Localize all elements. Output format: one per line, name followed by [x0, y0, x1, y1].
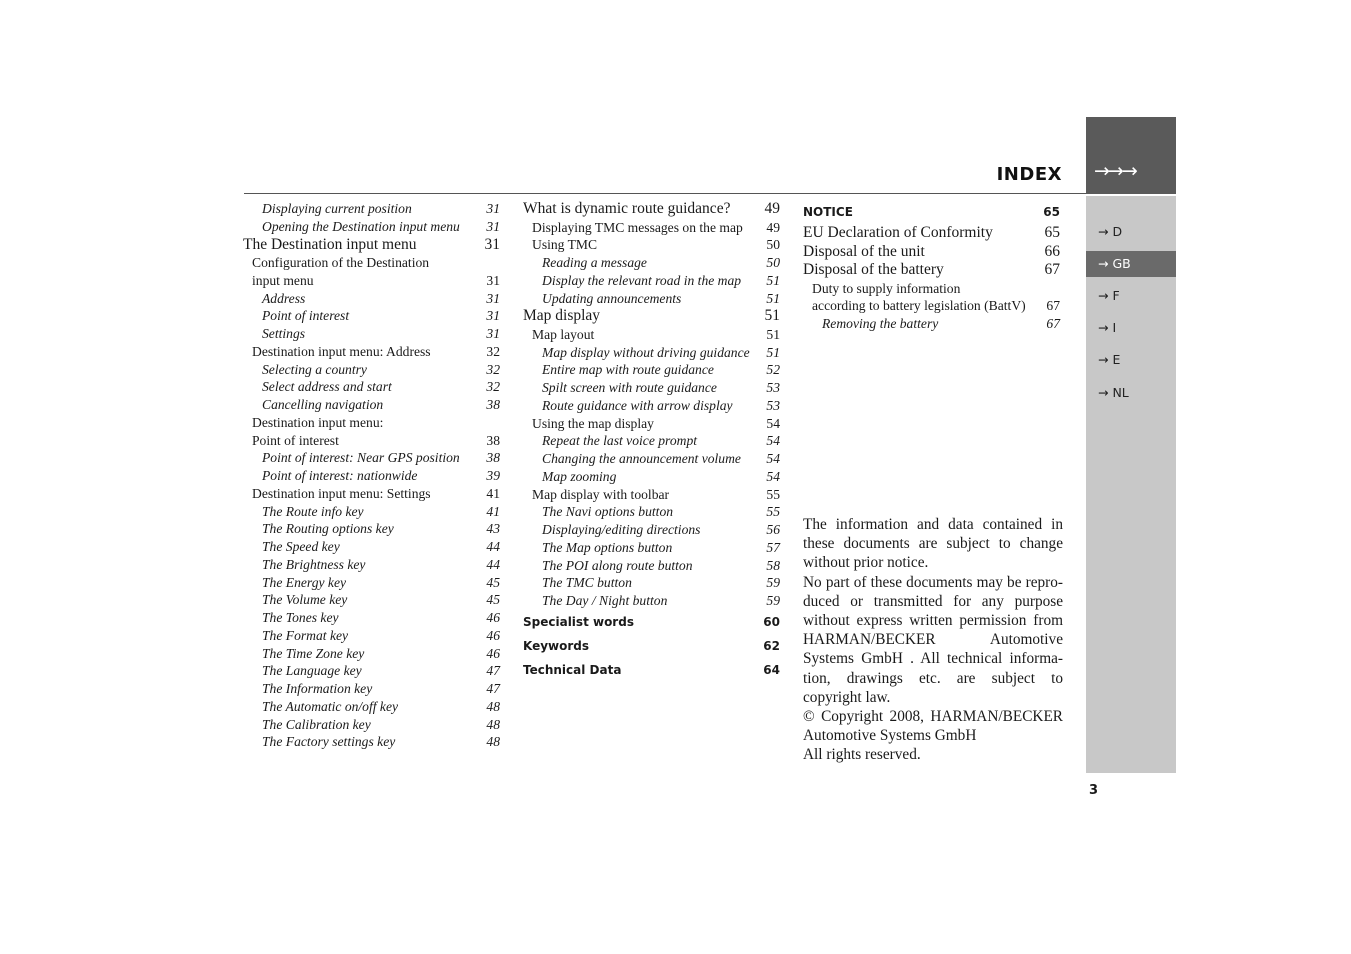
entry-page-number: 66 [1044, 242, 1060, 260]
notice-paragraph: All rights reserved. [803, 746, 921, 764]
index-entry[interactable] [523, 361, 780, 379]
entry-page-number: 54 [766, 415, 780, 431]
entry-page-number: 32 [486, 361, 500, 377]
entry-label: Disposal of the battery [803, 261, 944, 278]
entry-page-number: 45 [486, 592, 500, 608]
copyright-notice [803, 515, 1063, 765]
entry-label: Displaying current position [262, 201, 412, 216]
entry-page-number: 57 [766, 539, 780, 555]
entry-label: Specialist words [523, 614, 634, 629]
entry-page-number: 31 [486, 218, 500, 234]
entry-page-number: 54 [766, 451, 780, 466]
index-entry[interactable] [803, 297, 1060, 315]
entry-label: Settings [262, 326, 306, 341]
index-entry[interactable] [243, 414, 500, 432]
index-entry[interactable] [243, 503, 500, 521]
index-entry[interactable] [243, 645, 500, 663]
index-entry[interactable] [523, 432, 780, 450]
entry-label: Point of interest [252, 432, 339, 448]
language-tab[interactable]: → I [1098, 320, 1117, 335]
header-divider [244, 193, 1086, 194]
entry-page-number: 65 [1043, 205, 1060, 219]
entry-page-number: 67 [1046, 298, 1060, 314]
index-entry[interactable] [523, 236, 780, 254]
language-tab[interactable]: → F [1098, 288, 1120, 303]
index-entry[interactable] [243, 200, 500, 218]
index-entry[interactable] [523, 557, 780, 575]
entry-label: The Brightness key [262, 556, 366, 572]
index-entry[interactable] [523, 468, 780, 486]
entry-label: Technical Data [523, 662, 622, 677]
entry-page-number: 54 [766, 433, 780, 449]
entry-label: Updating announcements [542, 290, 682, 306]
entry-label: Disposal of the unit [803, 242, 925, 260]
entry-label: The Factory settings key [262, 734, 396, 750]
entry-page-number: 32 [486, 343, 500, 359]
entry-page-number: 38 [486, 432, 500, 448]
entry-page-number: 38 [486, 397, 500, 412]
index-entry[interactable] [523, 592, 780, 610]
entry-label: Keywords [523, 638, 590, 653]
entry-page-number: 48 [486, 716, 500, 732]
index-entry[interactable] [243, 432, 500, 450]
notice-paragraph: The information and data contained in these documents are subject to change without prior notice. [803, 516, 1063, 572]
arrows-icon: →→→ [1094, 160, 1136, 182]
entry-label: Point of interest: nationwide [262, 468, 418, 483]
language-tab[interactable]: → NL [1098, 385, 1129, 400]
index-entry[interactable] [243, 680, 500, 698]
index-entry[interactable] [803, 280, 1060, 298]
entry-page-number: 46 [486, 645, 500, 661]
entry-page-number: 51 [764, 307, 780, 325]
index-entry[interactable] [523, 486, 780, 504]
entry-label: The Automatic on/off key [262, 698, 399, 714]
index-entry[interactable] [803, 315, 1060, 333]
entry-page-number: 44 [486, 556, 500, 572]
entry-label: Map display [523, 307, 601, 325]
entry-label: Repeat the last voice prompt [542, 433, 698, 449]
entry-page-number: 41 [486, 503, 500, 519]
entry-page-number: 44 [486, 539, 500, 554]
entry-page-number: 32 [486, 379, 500, 395]
index-entry[interactable] [243, 627, 500, 645]
entry-page-number: 50 [766, 237, 780, 253]
entry-label: Configuration of the Destination [252, 255, 430, 270]
entry-label: Select address and start [262, 379, 392, 395]
language-tab[interactable]: → GB [1086, 251, 1176, 277]
entry-label: Route guidance with arrow display [542, 397, 733, 413]
entry-label: EU Declaration of Conformity [803, 224, 993, 241]
index-entry[interactable] [243, 396, 500, 414]
index-entry[interactable] [243, 698, 500, 716]
index-entry[interactable] [523, 397, 780, 415]
entry-label: Displaying/editing directions [542, 522, 701, 537]
index-entry[interactable] [243, 449, 500, 467]
entry-label: Duty to supply information [812, 280, 961, 296]
index-entry[interactable] [523, 307, 780, 326]
entry-page-number: 60 [763, 614, 780, 629]
entry-page-number: 53 [766, 397, 780, 413]
index-entry[interactable] [243, 538, 500, 556]
entry-label: Point of interest [262, 308, 350, 324]
entry-page-number: 45 [486, 574, 500, 590]
index-entry[interactable] [243, 361, 500, 379]
entry-label: Map zooming [542, 468, 617, 484]
entry-label: Reading a message [542, 255, 647, 270]
index-entry[interactable] [523, 574, 780, 592]
entry-page-number: 31 [484, 235, 500, 253]
index-entry[interactable] [523, 379, 780, 397]
entry-page-number: 67 [1046, 316, 1060, 331]
entry-page-number: 31 [486, 290, 500, 306]
entry-page-number: 56 [766, 522, 780, 537]
index-entry[interactable] [803, 243, 1060, 262]
index-entry[interactable] [523, 326, 780, 344]
page-number: 3 [1089, 783, 1099, 798]
entry-label: Map layout [532, 326, 595, 342]
entry-label: The Information key [262, 681, 373, 696]
index-entry[interactable] [523, 450, 780, 468]
entry-label: Displaying TMC messages on the map [532, 219, 743, 235]
index-entry[interactable] [243, 378, 500, 396]
entry-label: Entire map with route guidance [542, 362, 714, 378]
entry-label: Address [262, 290, 306, 306]
entry-label: Cancelling navigation [262, 397, 384, 412]
entry-label: The Day / Night button [542, 593, 668, 608]
index-entry[interactable] [243, 467, 500, 485]
index-entry[interactable] [243, 733, 500, 751]
entry-label: The TMC button [542, 575, 632, 591]
entry-page-number: 55 [766, 486, 780, 502]
page-title: INDEX [996, 164, 1062, 185]
entry-page-number: 50 [766, 255, 780, 270]
index-entry[interactable] [523, 344, 780, 362]
entry-label: The Navi options button [542, 504, 674, 520]
index-entry[interactable] [243, 591, 500, 609]
entry-label: The Speed key [262, 539, 340, 554]
entry-label: NOTICE [803, 205, 853, 219]
entry-label: Selecting a country [262, 361, 367, 377]
entry-label: Removing the battery [822, 316, 939, 331]
entry-page-number: 64 [763, 662, 780, 677]
entry-label: The Route info key [262, 503, 364, 519]
entry-page-number: 52 [766, 362, 780, 378]
entry-page-number: 31 [486, 272, 500, 288]
index-entry[interactable] [243, 520, 500, 538]
index-entry[interactable] [243, 574, 500, 592]
index-entry[interactable] [523, 272, 780, 290]
index-entry[interactable] [243, 254, 500, 272]
entry-label: Using the map display [532, 415, 654, 431]
index-entry[interactable] [243, 609, 500, 627]
index-entry[interactable] [243, 343, 500, 361]
language-tab[interactable]: → E [1098, 352, 1121, 367]
entry-label: The Time Zone key [262, 645, 365, 661]
entry-label: Spilt screen with route guidance [542, 380, 717, 395]
entry-label: Map display with toolbar [532, 486, 670, 502]
index-column-1 [243, 200, 500, 751]
entry-page-number: 59 [766, 575, 780, 591]
entry-page-number: 47 [486, 681, 500, 696]
index-entry[interactable] [523, 415, 780, 433]
entry-page-number: 48 [486, 698, 500, 714]
entry-label: Destination input menu: [252, 414, 384, 430]
entry-label: Opening the Destination input menu [262, 218, 460, 234]
entry-label: The Format key [262, 627, 349, 643]
entry-label: The Language key [262, 663, 362, 679]
entry-page-number: 31 [486, 308, 500, 324]
index-entry[interactable] [523, 503, 780, 521]
index-entry[interactable] [523, 539, 780, 557]
index-entry[interactable] [523, 290, 780, 308]
entry-page-number: 49 [764, 200, 780, 217]
index-entry[interactable] [523, 254, 780, 272]
entry-page-number: 48 [486, 734, 500, 750]
index-heading[interactable] [523, 634, 780, 658]
entry-label: The Energy key [262, 574, 347, 590]
entry-page-number: 43 [486, 521, 500, 537]
index-entry[interactable] [243, 662, 500, 680]
header-tab [1086, 117, 1176, 194]
index-column-3 [803, 200, 1060, 333]
entry-label: The Map options button [542, 539, 673, 555]
entry-page-number: 46 [486, 610, 500, 625]
entry-page-number: 49 [766, 219, 780, 235]
entry-page-number: 67 [1044, 261, 1060, 278]
entry-page-number: 51 [766, 344, 780, 360]
index-entry[interactable] [803, 224, 1060, 243]
notice-paragraph: © Copyright 2008, HARMAN/BECKER Automotive Systems GmbH [803, 708, 1063, 745]
entry-page-number: 41 [486, 485, 500, 501]
entry-page-number: 51 [766, 272, 780, 288]
index-column-2 [523, 200, 780, 682]
entry-page-number: 55 [766, 504, 780, 520]
entry-page-number: 31 [486, 201, 500, 216]
entry-label: Destination input menu: Settings [252, 485, 431, 501]
entry-label: Changing the announcement volume [542, 451, 741, 466]
entry-label: Point of interest: Near GPS position [262, 450, 460, 466]
entry-page-number: 65 [1044, 224, 1060, 241]
index-entry[interactable] [523, 219, 780, 237]
index-entry[interactable] [243, 556, 500, 574]
index-heading[interactable] [523, 610, 780, 634]
entry-label: Display the relevant road in the map [542, 272, 742, 288]
index-entry[interactable] [523, 521, 780, 539]
entry-label: Destination input menu: Address [252, 343, 431, 359]
entry-page-number: 59 [766, 593, 780, 608]
entry-page-number: 53 [766, 380, 780, 395]
entry-label: The Routing options key [262, 521, 394, 537]
entry-page-number: 51 [766, 290, 780, 306]
entry-label: The Tones key [262, 610, 339, 625]
index-entry[interactable] [523, 200, 780, 219]
index-entry[interactable] [243, 307, 500, 325]
entry-label: The POI along route button [542, 557, 693, 573]
index-entry[interactable] [243, 290, 500, 308]
index-entry[interactable] [243, 485, 500, 503]
index-heading[interactable] [523, 658, 780, 682]
entry-page-number: 38 [486, 450, 500, 466]
index-entry[interactable] [243, 236, 500, 255]
entry-page-number: 47 [486, 663, 500, 679]
entry-page-number: 46 [486, 627, 500, 643]
entry-page-number: 31 [486, 326, 500, 341]
entry-label: according to battery legislation (BattV) [812, 298, 1026, 314]
entry-page-number: 39 [486, 468, 500, 483]
index-entry[interactable] [243, 325, 500, 343]
entry-page-number: 62 [763, 638, 780, 653]
language-tab[interactable]: → D [1098, 224, 1123, 239]
entry-label: The Calibration key [262, 716, 371, 732]
index-entry[interactable] [243, 218, 500, 236]
entry-page-number: 58 [766, 557, 780, 573]
entry-label: input menu [252, 272, 314, 288]
index-entry[interactable] [243, 272, 500, 290]
entry-label: The Volume key [262, 592, 348, 608]
entry-page-number: 51 [766, 326, 780, 342]
index-entry[interactable] [803, 261, 1060, 280]
entry-label: The Destination input menu [243, 235, 417, 253]
index-heading[interactable] [803, 200, 1060, 224]
notice-paragraph: No part of these documents may be repro-duced or transmitted for any purpose without express written permission from HARMAN/BECKER Automotive Systems GmbH . All technical informa-tion, drawings etc. are subject to copyright law. [803, 573, 1063, 706]
entry-label: Map display without driving guidance [542, 344, 750, 360]
entry-label: What is dynamic route guidance? [523, 200, 731, 217]
index-entry[interactable] [243, 716, 500, 734]
entry-label: Using TMC [532, 237, 598, 253]
entry-page-number: 54 [766, 468, 780, 484]
